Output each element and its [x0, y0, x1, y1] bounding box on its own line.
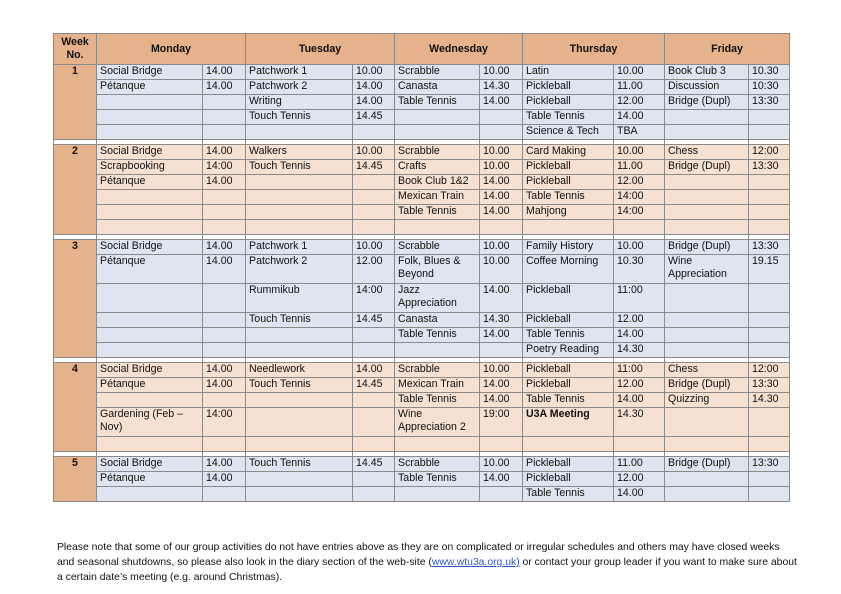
activity-name: Bridge (Dupl)	[665, 378, 749, 393]
activity-name	[246, 328, 353, 343]
activity-name	[665, 487, 749, 502]
activity-time: 10.30	[614, 255, 665, 284]
activity-time: 12.00	[614, 175, 665, 190]
activity-name: Pickleball	[523, 80, 614, 95]
activity-name: Jazz Appreciation	[395, 284, 480, 313]
activity-name	[665, 125, 749, 140]
activity-name	[665, 437, 749, 452]
activity-name	[246, 408, 353, 437]
activity-time	[749, 313, 790, 328]
activity-time: 14.00	[480, 190, 523, 205]
week-2-row	[54, 175, 790, 190]
activity-name: Pétanque	[97, 80, 203, 95]
week-3-row	[54, 240, 790, 255]
activity-name	[246, 175, 353, 190]
activity-name	[97, 343, 203, 358]
activity-name: Pickleball	[523, 457, 614, 472]
activity-name	[97, 487, 203, 502]
activity-time: 14.00	[353, 95, 395, 110]
activity-time	[353, 472, 395, 487]
activity-name: Poetry Reading	[523, 343, 614, 358]
activity-name	[665, 205, 749, 220]
activity-time: 14:00	[203, 408, 246, 437]
activity-time: 14.00	[480, 95, 523, 110]
activity-name: Rummikub	[246, 284, 353, 313]
activity-name	[97, 393, 203, 408]
activity-name	[97, 110, 203, 125]
activity-name: Wine Appreciation	[665, 255, 749, 284]
activity-time: 13:30	[749, 160, 790, 175]
activity-name: Scrabble	[395, 145, 480, 160]
activity-name: Mexican Train	[395, 378, 480, 393]
activity-time	[614, 437, 665, 452]
activity-name: Pickleball	[523, 160, 614, 175]
activity-time: 10.00	[480, 65, 523, 80]
activity-name: Latin	[523, 65, 614, 80]
activity-time	[353, 175, 395, 190]
activity-time: 11.00	[614, 457, 665, 472]
activity-time: 12.00	[614, 95, 665, 110]
activity-time: 14.00	[614, 393, 665, 408]
activity-time	[203, 110, 246, 125]
activity-name: Family History	[523, 240, 614, 255]
activity-name: Chess	[665, 363, 749, 378]
activity-name: Scrabble	[395, 457, 480, 472]
activity-time: 11:00	[614, 284, 665, 313]
activity-time: 14.00	[203, 378, 246, 393]
footnote-text: Please note that some of our group activities do not have entries above as they are on complicated or irregular schedules and others may have closed weeks and seasonal shutdowns, so please also look in the diary section of the web-site (	[57, 542, 780, 568]
activity-time: 12.00	[614, 378, 665, 393]
activity-name: Patchwork 2	[246, 80, 353, 95]
activity-time	[203, 313, 246, 328]
activity-time	[353, 328, 395, 343]
activity-name	[97, 437, 203, 452]
activity-time: 14.00	[480, 472, 523, 487]
activity-time: 11:00	[614, 363, 665, 378]
activity-time: 14.00	[614, 328, 665, 343]
activity-time: 14.00	[614, 487, 665, 502]
week-number: 5	[54, 457, 97, 502]
activity-time: 14.45	[353, 457, 395, 472]
day-header-wednesday: Wednesday	[395, 34, 523, 65]
activity-name	[665, 408, 749, 437]
activity-name: Coffee Morning	[523, 255, 614, 284]
activity-name: Pickleball	[523, 363, 614, 378]
activity-name: Walkers	[246, 145, 353, 160]
activity-name	[246, 393, 353, 408]
activity-name	[665, 472, 749, 487]
activity-name: Bridge (Dupl)	[665, 95, 749, 110]
activity-time: 13:30	[749, 240, 790, 255]
footnote	[57, 540, 797, 585]
week-number: 2	[54, 145, 97, 235]
activity-name	[395, 220, 480, 235]
activity-time: 10.00	[353, 65, 395, 80]
activity-name	[246, 437, 353, 452]
activity-time	[353, 205, 395, 220]
activity-time: 19.15	[749, 255, 790, 284]
activity-name: Bridge (Dupl)	[665, 240, 749, 255]
activity-time: 14.00	[353, 80, 395, 95]
activity-time: 14.00	[480, 328, 523, 343]
activity-time: 14.00	[203, 240, 246, 255]
activity-name	[395, 343, 480, 358]
activity-name: Needlework	[246, 363, 353, 378]
activity-time: TBA	[614, 125, 665, 140]
activity-name: Social Bridge	[97, 240, 203, 255]
activity-time	[749, 487, 790, 502]
activity-time: 10:30	[749, 80, 790, 95]
activity-time	[353, 393, 395, 408]
activity-name	[523, 220, 614, 235]
activity-time: 14.00	[480, 175, 523, 190]
activity-time	[203, 205, 246, 220]
activity-name: Pickleball	[523, 378, 614, 393]
activity-time	[480, 220, 523, 235]
activity-name	[246, 343, 353, 358]
activity-time	[203, 328, 246, 343]
day-header-monday: Monday	[97, 34, 246, 65]
activity-name: Table Tennis	[523, 110, 614, 125]
week-3-row	[54, 343, 790, 358]
activity-name	[97, 190, 203, 205]
activity-time: 19:00	[480, 408, 523, 437]
activity-time: 14.30	[614, 408, 665, 437]
activity-time	[614, 220, 665, 235]
activity-time: 14.45	[353, 313, 395, 328]
activity-name	[97, 125, 203, 140]
activity-name: Pickleball	[523, 175, 614, 190]
activity-name	[665, 328, 749, 343]
activity-time: 10.00	[480, 255, 523, 284]
week-2-row	[54, 160, 790, 175]
activity-name: Touch Tennis	[246, 160, 353, 175]
footnote-text-end: or contact your group leader if you want to make sure about a certain date’s meeting (e.g. around Christmas).	[57, 557, 797, 583]
activity-time: 10.00	[614, 240, 665, 255]
activity-name: Social Bridge	[97, 363, 203, 378]
activity-name: Table Tennis	[395, 328, 480, 343]
activity-name	[665, 190, 749, 205]
activity-name	[395, 110, 480, 125]
activity-time	[203, 220, 246, 235]
activity-name: Pickleball	[523, 313, 614, 328]
activity-time: 14.00	[480, 393, 523, 408]
activity-time	[480, 125, 523, 140]
activity-name	[395, 487, 480, 502]
week-1-row	[54, 65, 790, 80]
activity-name	[97, 220, 203, 235]
activity-time	[480, 437, 523, 452]
activity-time: 10.00	[614, 65, 665, 80]
activity-time: 14.30	[749, 393, 790, 408]
activity-name: Table Tennis	[523, 487, 614, 502]
website-link[interactable]: www.wtu3a.org.uk)	[431, 557, 520, 568]
activity-time	[749, 175, 790, 190]
day-header-friday: Friday	[665, 34, 790, 65]
activity-time: 10.00	[614, 145, 665, 160]
activity-time: 13:30	[749, 457, 790, 472]
activity-name: Bridge (Dupl)	[665, 457, 749, 472]
activity-time: 14.45	[353, 378, 395, 393]
activity-name	[246, 205, 353, 220]
activity-time: 14:00	[614, 190, 665, 205]
activity-time	[480, 487, 523, 502]
activity-name: Canasta	[395, 313, 480, 328]
activity-time	[749, 328, 790, 343]
activity-time	[203, 437, 246, 452]
activity-time: 11.00	[614, 80, 665, 95]
activity-name	[395, 437, 480, 452]
activity-time: 14:00	[353, 284, 395, 313]
week-4-row	[54, 393, 790, 408]
activity-time	[353, 125, 395, 140]
activity-name: Table Tennis	[395, 393, 480, 408]
activity-time: 14.00	[203, 472, 246, 487]
activity-time	[749, 472, 790, 487]
activity-time	[749, 205, 790, 220]
week-number: 3	[54, 240, 97, 358]
activity-name	[665, 110, 749, 125]
activity-time: 14.00	[480, 284, 523, 313]
activity-name: Table Tennis	[395, 95, 480, 110]
activity-time	[749, 220, 790, 235]
activity-name	[665, 175, 749, 190]
activity-name: Patchwork 1	[246, 240, 353, 255]
activity-name	[665, 343, 749, 358]
activity-name	[246, 487, 353, 502]
activity-time: 10.00	[353, 240, 395, 255]
week-2-row	[54, 145, 790, 160]
week-5-row	[54, 487, 790, 502]
activity-time	[749, 190, 790, 205]
activity-time	[203, 487, 246, 502]
activity-time	[749, 408, 790, 437]
activity-time	[203, 190, 246, 205]
activity-time	[203, 343, 246, 358]
week-1-row	[54, 125, 790, 140]
activity-name: Pickleball	[523, 95, 614, 110]
week-4-row	[54, 408, 790, 437]
activity-name	[97, 95, 203, 110]
activity-time: 12:00	[749, 145, 790, 160]
timetable	[53, 33, 790, 502]
week-2-row	[54, 205, 790, 220]
activity-name	[246, 472, 353, 487]
activity-name: Touch Tennis	[246, 110, 353, 125]
week-3-row	[54, 313, 790, 328]
activity-name: Social Bridge	[97, 457, 203, 472]
activity-name: Pétanque	[97, 175, 203, 190]
activity-time	[353, 343, 395, 358]
header-row	[54, 34, 790, 65]
activity-time	[203, 125, 246, 140]
activity-name	[246, 220, 353, 235]
activity-name	[665, 284, 749, 313]
activity-time	[203, 284, 246, 313]
week-1-row	[54, 80, 790, 95]
activity-name: Crafts	[395, 160, 480, 175]
week-2-row	[54, 220, 790, 235]
activity-time	[353, 437, 395, 452]
activity-time: 12.00	[614, 313, 665, 328]
activity-name: Wine Appreciation 2	[395, 408, 480, 437]
activity-name: Gardening (Feb – Nov)	[97, 408, 203, 437]
week-4-row	[54, 437, 790, 452]
week-3-row	[54, 328, 790, 343]
activity-name	[523, 437, 614, 452]
activity-time	[353, 408, 395, 437]
activity-time	[749, 343, 790, 358]
week-number: 4	[54, 363, 97, 452]
activity-name: Scrabble	[395, 240, 480, 255]
activity-time	[353, 220, 395, 235]
activity-time: 14.00	[203, 363, 246, 378]
week-2-row	[54, 190, 790, 205]
activity-name	[97, 328, 203, 343]
activity-name: Table Tennis	[523, 328, 614, 343]
activity-name: U3A Meeting	[523, 408, 614, 437]
activity-name: Discussion	[665, 80, 749, 95]
activity-name: Pickleball	[523, 472, 614, 487]
activity-name: Chess	[665, 145, 749, 160]
activity-time: 14.30	[614, 343, 665, 358]
day-header-thursday: Thursday	[523, 34, 665, 65]
activity-time: 14.00	[203, 255, 246, 284]
activity-time: 10.00	[480, 363, 523, 378]
activity-time	[480, 343, 523, 358]
activity-name: Table Tennis	[523, 393, 614, 408]
activity-name: Scrabble	[395, 65, 480, 80]
activity-time: 10.00	[480, 457, 523, 472]
activity-name: Book Club 3	[665, 65, 749, 80]
activity-name	[246, 190, 353, 205]
activity-name: Bridge (Dupl)	[665, 160, 749, 175]
week-4-row	[54, 378, 790, 393]
activity-name: Pétanque	[97, 255, 203, 284]
activity-name: Table Tennis	[395, 205, 480, 220]
activity-name	[97, 284, 203, 313]
activity-time	[480, 110, 523, 125]
activity-name	[665, 313, 749, 328]
activity-time: 14.00	[203, 457, 246, 472]
activity-time: 14:00	[203, 160, 246, 175]
activity-name: Touch Tennis	[246, 313, 353, 328]
activity-time: 14.45	[353, 110, 395, 125]
activity-name: Pétanque	[97, 378, 203, 393]
activity-time: 14.00	[203, 65, 246, 80]
activity-time: 10.00	[353, 145, 395, 160]
activity-time: 14.00	[614, 110, 665, 125]
activity-time	[749, 284, 790, 313]
activity-time: 14.00	[480, 378, 523, 393]
activity-time: 13:30	[749, 95, 790, 110]
activity-time: 14.30	[480, 80, 523, 95]
activity-name: Table Tennis	[523, 190, 614, 205]
activity-name: Touch Tennis	[246, 457, 353, 472]
week-4-row	[54, 363, 790, 378]
activity-name: Scrabble	[395, 363, 480, 378]
activity-name: Folk, Blues & Beyond	[395, 255, 480, 284]
activity-name: Card Making	[523, 145, 614, 160]
activity-time: 13:30	[749, 378, 790, 393]
activity-time: 12.00	[353, 255, 395, 284]
week-5-row	[54, 472, 790, 487]
week-1-row	[54, 95, 790, 110]
activity-time: 14.00	[203, 145, 246, 160]
activity-name: Social Bridge	[97, 65, 203, 80]
activity-name: Mahjong	[523, 205, 614, 220]
activity-time	[203, 95, 246, 110]
activity-time: 12:00	[749, 363, 790, 378]
activity-name: Scrapbooking	[97, 160, 203, 175]
activity-time	[353, 190, 395, 205]
activity-name: Science & Tech	[523, 125, 614, 140]
activity-time: 10.30	[749, 65, 790, 80]
week-3-row	[54, 255, 790, 284]
activity-name	[665, 220, 749, 235]
activity-time	[749, 125, 790, 140]
activity-time: 14.00	[480, 205, 523, 220]
activity-name: Book Club 1&2	[395, 175, 480, 190]
week-3-row	[54, 284, 790, 313]
activity-time: 14.00	[353, 363, 395, 378]
activity-time	[353, 487, 395, 502]
activity-name	[395, 125, 480, 140]
activity-time: 10.00	[480, 240, 523, 255]
day-header-tuesday: Tuesday	[246, 34, 395, 65]
activity-time: 14:00	[614, 205, 665, 220]
activity-name: Pickleball	[523, 284, 614, 313]
activity-time: 14.45	[353, 160, 395, 175]
activity-time	[203, 393, 246, 408]
activity-name: Canasta	[395, 80, 480, 95]
activity-name: Pétanque	[97, 472, 203, 487]
week-header: Week No.	[54, 34, 97, 65]
activity-time: 14.30	[480, 313, 523, 328]
week-number: 1	[54, 65, 97, 140]
week-1-row	[54, 110, 790, 125]
activity-time: 11.00	[614, 160, 665, 175]
activity-name: Social Bridge	[97, 145, 203, 160]
activity-name	[246, 125, 353, 140]
activity-time	[749, 437, 790, 452]
activity-name	[97, 205, 203, 220]
activity-time: 14.00	[203, 175, 246, 190]
activity-time: 10.00	[480, 145, 523, 160]
activity-name: Quizzing	[665, 393, 749, 408]
activity-time: 12.00	[614, 472, 665, 487]
activity-time: 14.00	[203, 80, 246, 95]
activity-time: 10.00	[480, 160, 523, 175]
activity-time	[749, 110, 790, 125]
activity-name: Patchwork 2	[246, 255, 353, 284]
activity-name	[97, 313, 203, 328]
activity-name: Mexican Train	[395, 190, 480, 205]
activity-name: Writing	[246, 95, 353, 110]
timetable-body	[54, 65, 790, 502]
week-5-row	[54, 457, 790, 472]
activity-name: Table Tennis	[395, 472, 480, 487]
activity-name: Touch Tennis	[246, 378, 353, 393]
activity-name: Patchwork 1	[246, 65, 353, 80]
